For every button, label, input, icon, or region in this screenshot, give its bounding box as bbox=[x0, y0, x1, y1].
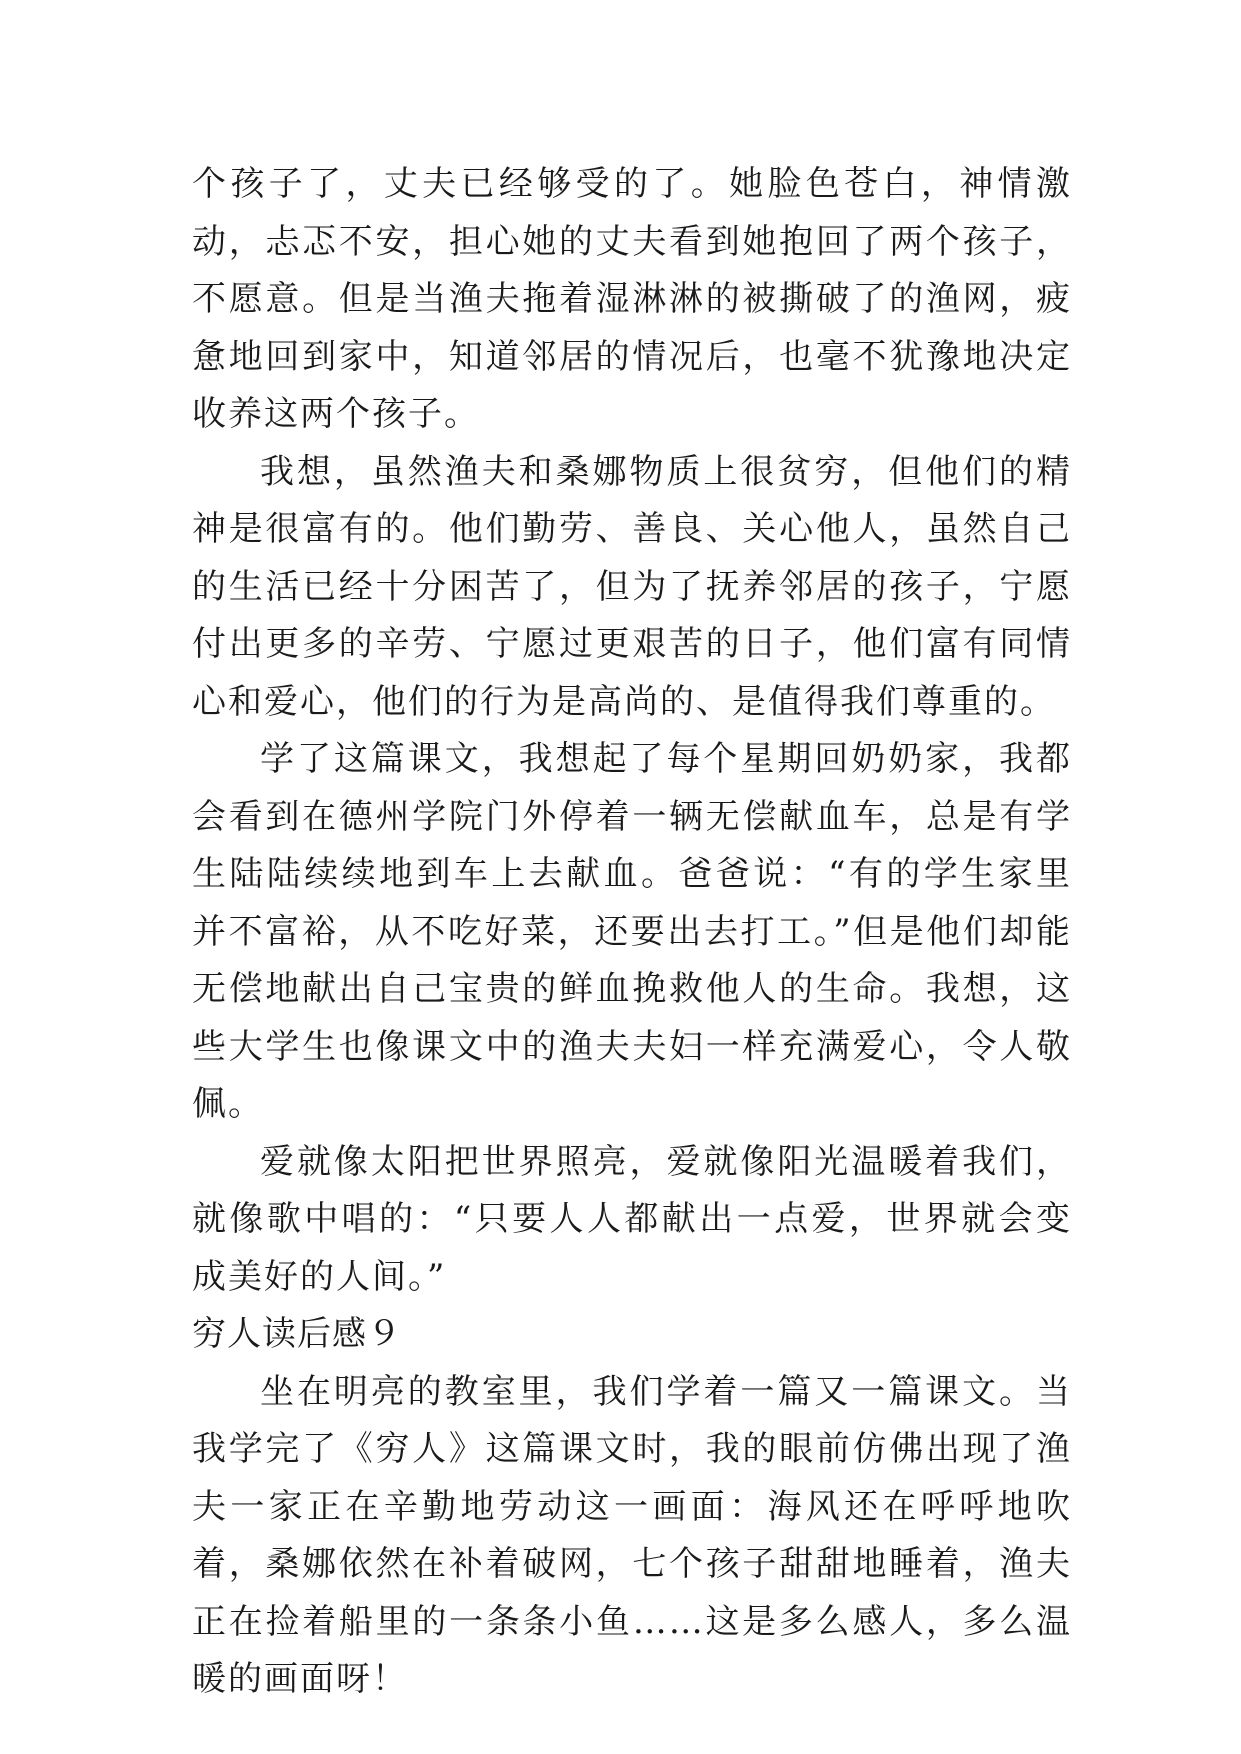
paragraph-blood-donation: 学了这篇课文，我想起了每个星期回奶奶家，我都会看到在德州学院门外停着一辆无偿献血车，总是有学生陆陆续续地到车上去献血。爸爸说：“有的学生家里并不富裕，从不吃好菜，还要出去打工。”但是他们却能无偿地献出自己宝贵的鲜血挽救他人的生命。我想，这些大学生也像课文中的渔夫夫妇一样充满爱心，令人敬佩。 bbox=[192, 739, 1072, 1124]
paragraph-continued: 个孩子了，丈夫已经够受的了。她脸色苍白，神情激动，忐忑不安，担心她的丈夫看到她抱回了两个孩子，不愿意。但是当渔夫拖着湿淋淋的被撕破了的渔网，疲惫地回到家中，知道邻居的情况后，也毫不犹豫地决定收养这两个孩子。 bbox=[192, 164, 1072, 434]
paragraph-reflection: 我想，虽然渔夫和桑娜物质上很贫穷，但他们的精神是很富有的。他们勤劳、善良、关心他人，虽然自己的生活已经十分困苦了，但为了抚养邻居的孩子，宁愿付出更多的辛劳、宁愿过更艰苦的日子，他们富有同情心和爱心，他们的行为是高尚的、是值得我们尊重的。 bbox=[192, 451, 1072, 722]
paragraph-love: 爱就像太阳把世界照亮，爱就像阳光温暖着我们，就像歌中唱的：“只要人人都献出一点爱，世界就会变成美好的人间。” bbox=[192, 1141, 1072, 1297]
section-heading: 穷人读后感９ bbox=[192, 1314, 402, 1354]
paragraph-classroom: 坐在明亮的教室里，我们学着一篇又一篇课文。当我学完了《穷人》这篇课文时，我的眼前仿佛出现了渔夫一家正在辛勤地劳动这一画面：海风还在呼呼地吹着，桑娜依然在补着破网，七个孩子甜甜地睡着，渔夫正在捡着船里的一条条小鱼……这是多么感人，多么温暖的画面呀！ bbox=[192, 1371, 1072, 1699]
document-body bbox=[192, 156, 1072, 1709]
